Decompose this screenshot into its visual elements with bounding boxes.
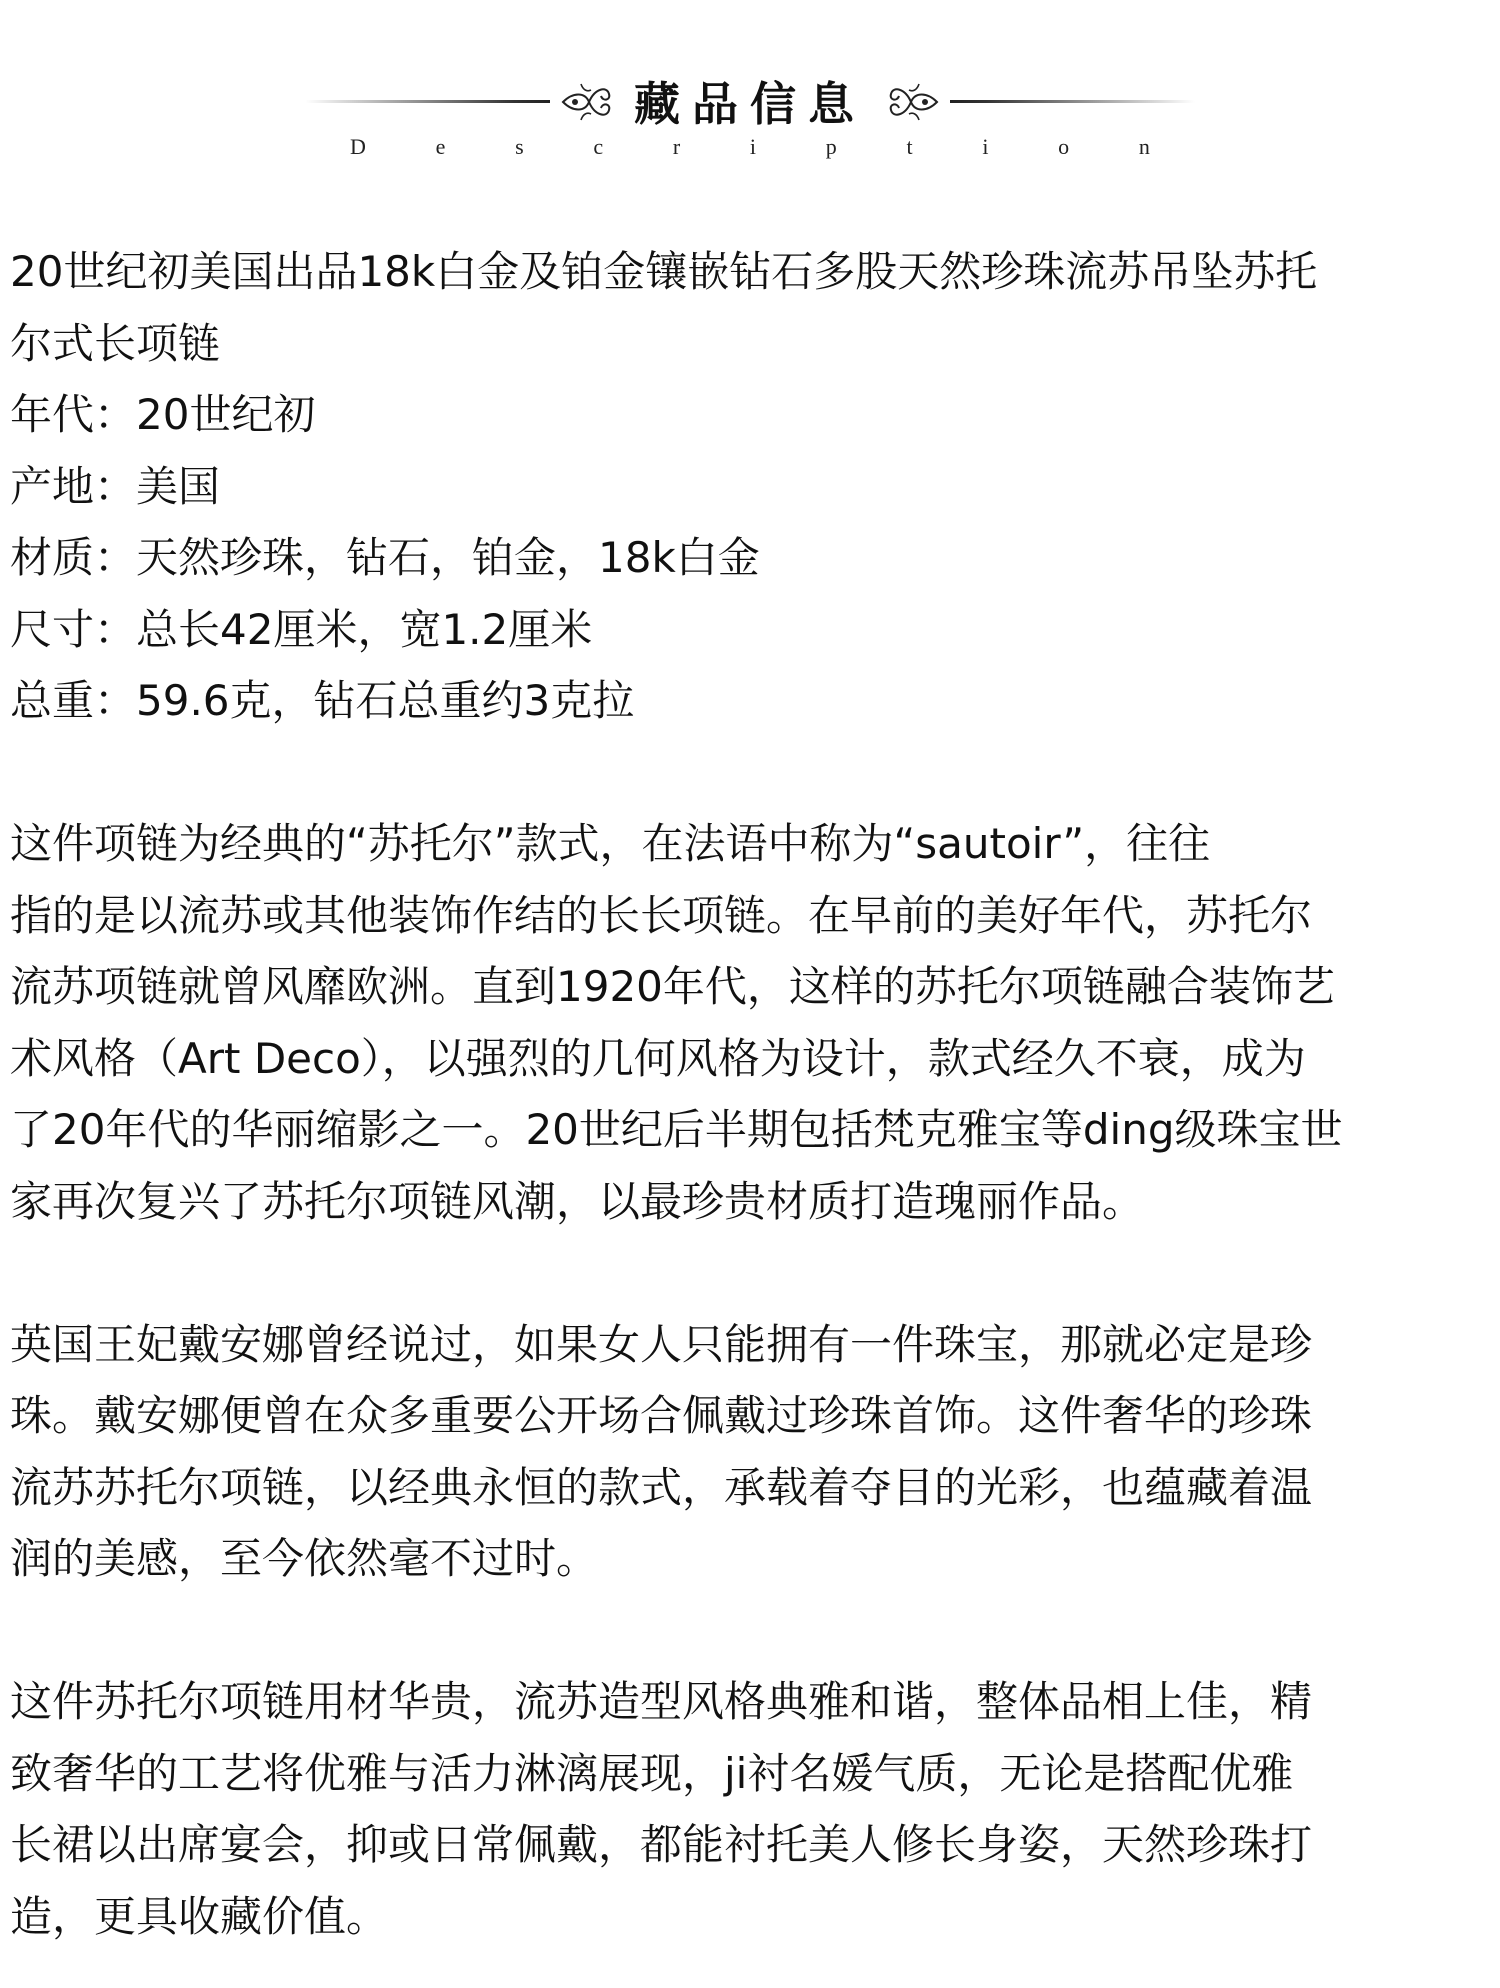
subtitle-letter: D [350, 134, 366, 159]
spec-origin: 产地：美国 [10, 461, 221, 511]
paragraph-line: 流苏项链就曾风靡欧洲。直到1920年代，这样的苏托尔项链融合装饰艺 [10, 962, 1335, 1011]
subtitle-letter: r [672, 134, 681, 159]
spec-size: 尺寸：总长42厘米，宽1.2厘米 [10, 604, 593, 654]
paragraph-line: 流苏苏托尔项链，以经典永恒的款式，承载着夺目的光彩，也蕴藏着温 [10, 1462, 1313, 1512]
section-header [0, 60, 1500, 170]
subtitle-letter: s [515, 134, 524, 159]
spec-material: 材质：天然珍珠，钻石，铂金，18k白金 [10, 533, 760, 582]
paragraph-gap [10, 737, 1480, 809]
page-title: 藏品信息 [634, 77, 866, 131]
paragraph-line: 致奢华的工艺将优雅与活力淋漓展现，ji衬名媛气质，无论是搭配优雅 [10, 1748, 1294, 1798]
flourish-ornament-icon [555, 74, 615, 130]
paragraph-diana [10, 1309, 1480, 1595]
header-divider-left [305, 100, 550, 103]
subtitle-letter: c [593, 134, 604, 159]
header-divider-right [950, 100, 1195, 103]
subtitle-letter: i [982, 134, 989, 159]
paragraph-line: 家再次复兴了苏托尔项链风潮，以最珍贵材质打造瑰丽作品。 [10, 1176, 1145, 1226]
item-name-line: 20世纪初美国出品18k白金及铂金镶嵌钻石多股天然珍珠流苏吊坠苏托 [10, 247, 1318, 296]
spec-weight: 总重：59.6克，钻石总重约3克拉 [10, 676, 635, 725]
paragraph-line: 了20年代的华丽缩影之一。20世纪后半期包括梵克雅宝等ding级珠宝世 [10, 1105, 1343, 1154]
paragraph-gap [10, 1595, 1480, 1667]
description-body [10, 236, 1480, 1952]
subtitle-letter: p [825, 134, 837, 159]
paragraph-line: 润的美感，至今依然毫不过时。 [10, 1534, 599, 1583]
paragraph-line: 这件项链为经典的“苏托尔”款式，在法语中称为“sautoir”，往往 [10, 819, 1211, 868]
subtitle-letter: t [906, 134, 913, 159]
flourish-ornament-icon [885, 74, 945, 130]
paragraph-gap [10, 1237, 1480, 1309]
subtitle-letter: n [1138, 134, 1150, 159]
spec-era: 年代：20世纪初 [10, 390, 316, 439]
paragraph-line: 术风格（Art Deco），以强烈的几何风格为设计，款式经久不衰，成为 [10, 1033, 1306, 1083]
subtitle-letter: i [749, 134, 757, 159]
paragraph-line: 珠。戴安娜便曾在众多重要公开场合佩戴过珍珠首饰。这件奢华的珍珠 [10, 1391, 1313, 1440]
subtitle-letter: e [435, 134, 446, 159]
paragraph-line: 这件苏托尔项链用材华贵，流苏造型风格典雅和谐，整体品相上佳，精 [10, 1677, 1313, 1726]
item-name-line: 尔式长项链 [10, 318, 221, 368]
paragraph-summary [10, 1666, 1480, 1952]
page-subtitle [350, 134, 1150, 160]
paragraph-line: 造，更具收藏价值。 [10, 1891, 389, 1941]
paragraph-line: 英国王妃戴安娜曾经说过，如果女人只能拥有一件珠宝，那就必定是珍 [10, 1319, 1313, 1369]
subtitle-letter: o [1058, 134, 1070, 159]
paragraph-sautoir-history [10, 808, 1480, 1237]
paragraph-line: 长裙以出席宴会，抑或日常佩戴，都能衬托美人修长身姿，天然珍珠打 [10, 1820, 1313, 1869]
paragraph-line: 指的是以流苏或其他装饰作结的长长项链。在早前的美好年代，苏托尔 [10, 890, 1313, 940]
